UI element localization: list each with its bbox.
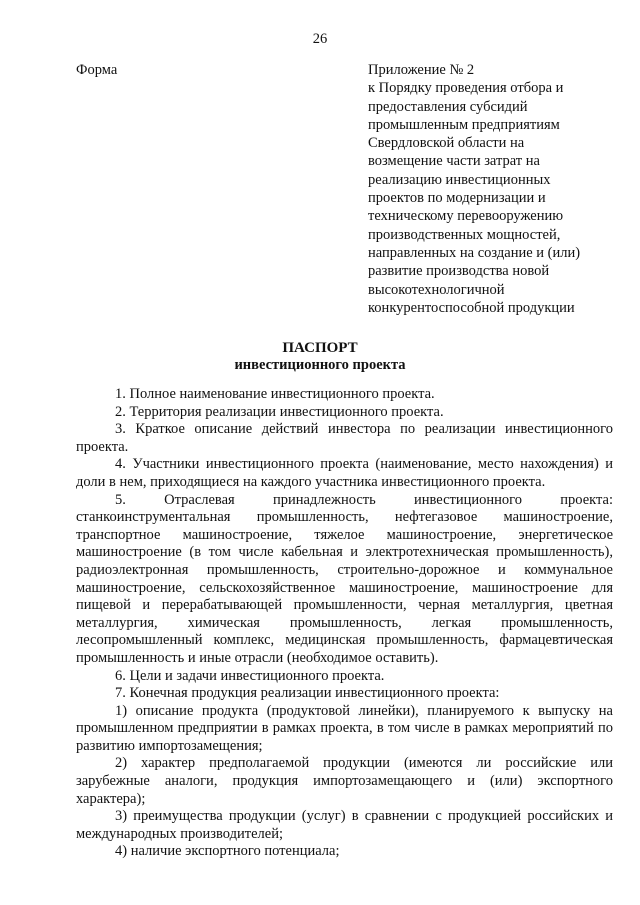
paragraph-item-5: 5. Отраслевая принадлежность инвестиционного проекта: станкоинструментальная промышленность, нефтегазовое машиностроение, транспортное машиностроение, тяжелое машиностроение, энергетическое машиностроение (в том числе кабельная и электротехническая промышленность), радиоэлектронная промышленность, строительно-дорожное и коммунальное машиностроение, сельскохозяйственное машиностроение, машиностроение для пищевой и перерабатывающей промышленности, черная металлургия, цветная металлургия, химическая промышленность, легкая промышленность, лесопромышленный комплекс, медицинская промышленность, фармацевтическая промышленность и иные отрасли (необходимое оставить). <box>76 491 613 666</box>
subparagraph-7-2: 2) характер предполагаемой продукции (имеются ли российские или зарубежные аналоги, продукция импортозамещающего и (или) экспортного характера); <box>76 755 613 807</box>
page-number: 26 <box>312 31 328 47</box>
paragraph-item-7: 7. Конечная продукция реализации инвестиционного проекта: <box>115 685 500 702</box>
appendix-line: к Порядку проведения отбора и <box>368 80 564 97</box>
appendix-line: направленных на создание и (или) <box>368 244 581 261</box>
form-label: Форма <box>76 62 118 78</box>
appendix-block <box>368 61 618 317</box>
subparagraph-7-3: 3) преимущества продукции (услуг) в сравнении с продукцией российских и международных производителей; <box>76 808 613 842</box>
paragraph-item-4: 4. Участники инвестиционного проекта (наименование, место нахождения) и доли в нем, приходящиеся на каждого участника инвестиционного проекта. <box>76 456 613 490</box>
subparagraph-7-1: 1) описание продукта (продуктовой линейки), планируемого к выпуску на промышленном предприятии в рамках проекта, в том числе в рамках мероприятий по развитию импортозамещения; <box>76 702 613 754</box>
paragraph-item-6: 6. Цели и задачи инвестиционного проекта. <box>115 667 385 684</box>
appendix-line: реализацию инвестиционных <box>368 171 551 188</box>
paragraph-item-3: 3. Краткое описание действий инвестора по реализации инвестиционного проекта. <box>76 421 613 455</box>
appendix-line: возмещение части затрат на <box>368 153 540 170</box>
appendix-line: Свердловской области на <box>368 135 525 152</box>
appendix-line: промышленным предприятиям <box>368 116 560 133</box>
paragraph-item-1: 1. Полное наименование инвестиционного проекта. <box>115 386 435 402</box>
subparagraph-7-4: 4) наличие экспортного потенциала; <box>115 843 340 860</box>
appendix-line: техническому перевооружению <box>368 208 564 225</box>
appendix-line: предоставления субсидий <box>368 98 528 115</box>
appendix-line: производственных мощностей, <box>368 226 561 243</box>
appendix-line: Приложение № 2 <box>368 62 475 78</box>
appendix-line: высокотехнологичной <box>368 281 505 298</box>
appendix-line: развитие производства новой <box>368 263 550 280</box>
paragraph-item-2: 2. Территория реализации инвестиционного проекта. <box>115 403 444 420</box>
appendix-line: проектов по модернизации и <box>368 190 546 207</box>
document-subtitle: инвестиционного проекта <box>234 357 406 373</box>
appendix-line: конкурентоспособной продукции <box>368 299 575 316</box>
document-body <box>76 386 613 861</box>
document-title: ПАСПОРТ <box>282 340 358 356</box>
